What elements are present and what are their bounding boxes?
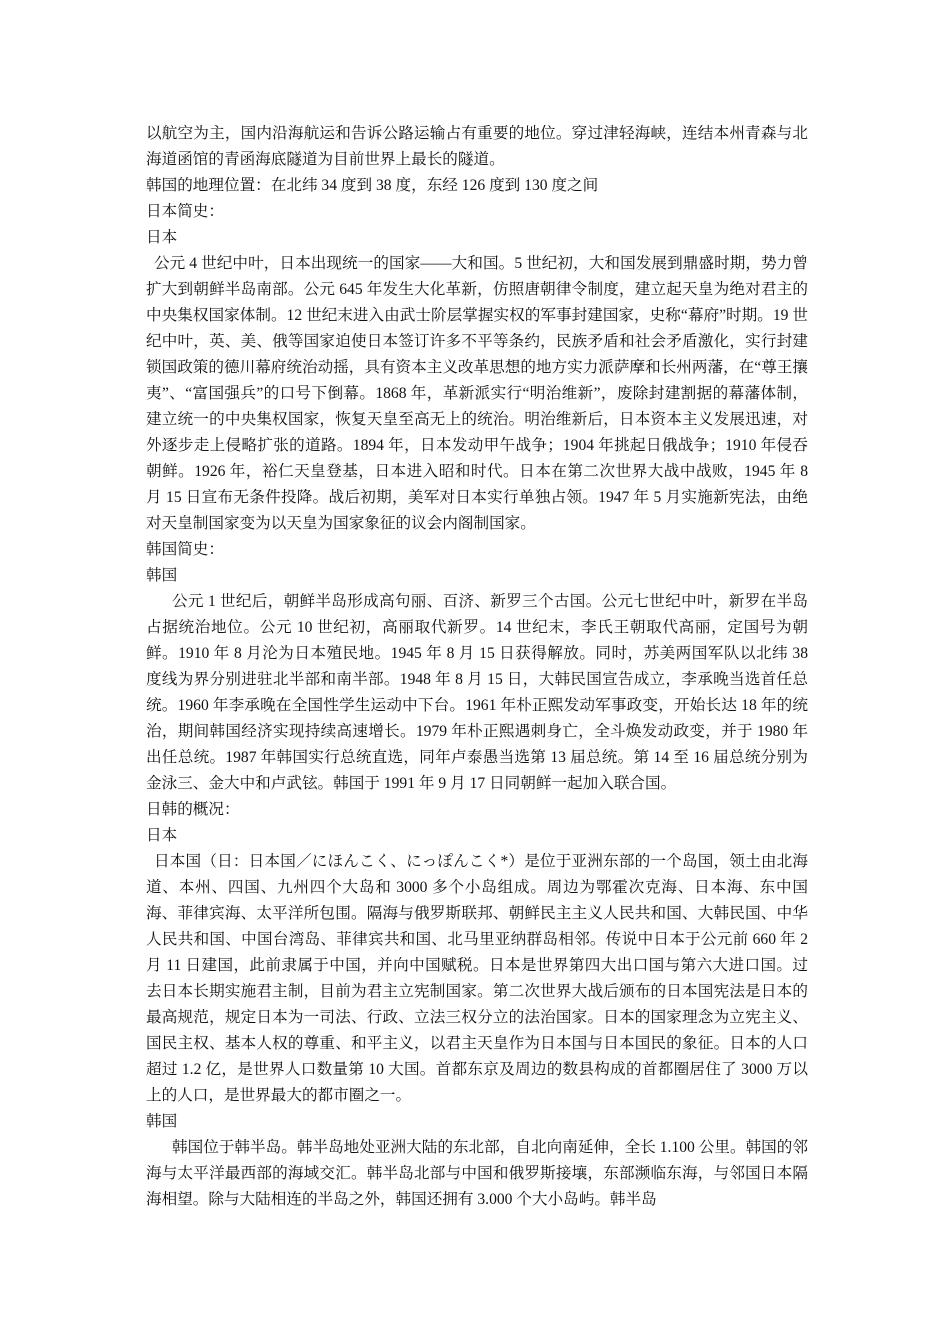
document-page	[146, 121, 808, 1213]
paragraph-korea-overview: 韩国位于韩半岛。韩半岛地处亚洲大陆的东北部，自北向南延伸，全长 1.100 公里。韩国的邻海与太平洋最西部的海域交汇。韩半岛北部与中国和俄罗斯接壤，东部濒临东海，与邻国日本隔海相望。除与大陆相连的半岛之外，韩国还拥有 3.000 个大小岛屿。韩半岛	[146, 1139, 808, 1208]
subheading-korea-overview: 韩国	[146, 1113, 178, 1130]
paragraph-japan-overview: 日本国（日：日本国／にほんこく、にっぽんこく*）是位于亚洲东部的一个岛国，领土由北海道、本州、四国、九州四个大岛和 3000 多个小岛组成。周边为鄂霍次克海、日本海、东中国海、菲律宾海、太平洋所包围。隔海与俄罗斯联邦、朝鲜民主主义人民共和国、大韩民国、中华人民共和国、中国台湾岛、菲律宾共和国、北马里亚纳群岛相邻。传说中日本于公元前 660 年 2 月 11 日建国，此前隶属于中国，并向中国赋税。日本是世界第四大出口国与第六大进口国。过去日本长期实施君主制，目前为君主立宪制国家。第二次世界大战后颁布的日本国宪法是日本的最高规范，规定日本为一司法、行政、立法三权分立的法治国家。日本的国家理念为立宪主义、国民主权、基本人权的尊重、和平主义，以君主天皇作为日本国与日本国民的象征。日本的人口超过 1.2 亿，是世界人口数量第 10 大国。首都东京及周边的数县构成的首都圈居住了 3000 万以上的人口，是世界最大的都市圈之一。	[146, 853, 808, 1104]
paragraph-korea-history: 公元 1 世纪后，朝鲜半岛形成高句丽、百济、新罗三个古国。公元七世纪中叶，新罗在半岛占据统治地位。公元 10 世纪初，高丽取代新罗。14 世纪末，李氏王朝取代高丽，定国号为朝鲜。1910 年 8 月沦为日本殖民地。1945 年 8 月 15 日获得解放。同时，苏美两国军队以北纬 38 度线为界分别进驻北半部和南半部。1948 年 8 月 15 日，大韩民国宣告成立，李承晚当选首任总统。1960 年李承晚在全国性学生运动中下台。1961 年朴正熙发动军事政变，开始长达 18 年的统治，期间韩国经济实现持续高速增长。1979 年朴正熙遇刺身亡，全斗焕发动政变，并于 1980 年出任总统。1987 年韩国实行总统直选，同年卢泰愚当选第 13 届总统。第 14 至 16 届总统分别为金泳三、金大中和卢武铉。韩国于 1991 年 9 月 17 日同朝鲜一起加入联合国。	[146, 593, 808, 792]
subheading-japan-overview: 日本	[146, 827, 178, 844]
heading-japan-history: 日本简史：	[146, 203, 224, 220]
paragraph-japan-history: 公元 4 世纪中叶，日本出现统一的国家——大和国。5 世纪初，大和国发展到鼎盛时期，势力曾扩大到朝鲜半岛南部。公元 645 年发生大化革新，仿照唐朝律令制度，建立起天皇为绝对君主的中央集权国家体制。12 世纪末进入由武士阶层掌握实权的军事封建国家，史称“幕府”时期。19 世纪中叶，英、美、俄等国家迫使日本签订许多不平等条约，民族矛盾和社会矛盾激化，实行封建锁国政策的德川幕府统治动摇，具有资本主义改革思想的地方实力派萨摩和长州两藩，在“尊王攘夷”、“富国强兵”的口号下倒幕。1868 年，革新派实行“明治维新”，废除封建割据的幕藩体制，建立统一的中央集权国家，恢复天皇至高无上的统治。明治维新后，日本资本主义发展迅速，对外逐步走上侵略扩张的道路。1894 年，日本发动甲午战争；1904 年挑起日俄战争；1910 年侵吞朝鲜。1926 年，裕仁天皇登基，日本进入昭和时代。日本在第二次世界大战中战败，1945 年 8 月 15 日宣布无条件投降。战后初期，美军对日本实行单独占领。1947 年 5 月实施新宪法，由绝对天皇制国家变为以天皇为国家象征的议会内阁制国家。	[146, 255, 808, 532]
paragraph-korea-location: 韩国的地理位置：在北纬 34 度到 38 度，东经 126 度到 130 度之间	[146, 177, 599, 194]
subheading-japan: 日本	[146, 229, 178, 246]
heading-overview: 日韩的概况：	[146, 801, 240, 818]
subheading-korea: 韩国	[146, 567, 178, 584]
paragraph-transport: 以航空为主，国内沿海航运和告诉公路运输占有重要的地位。穿过津轻海峡，连结本州青森与北海道函馆的青函海底隧道为目前世界上最长的隧道。	[146, 125, 808, 168]
heading-korea-history: 韩国简史：	[146, 541, 224, 558]
